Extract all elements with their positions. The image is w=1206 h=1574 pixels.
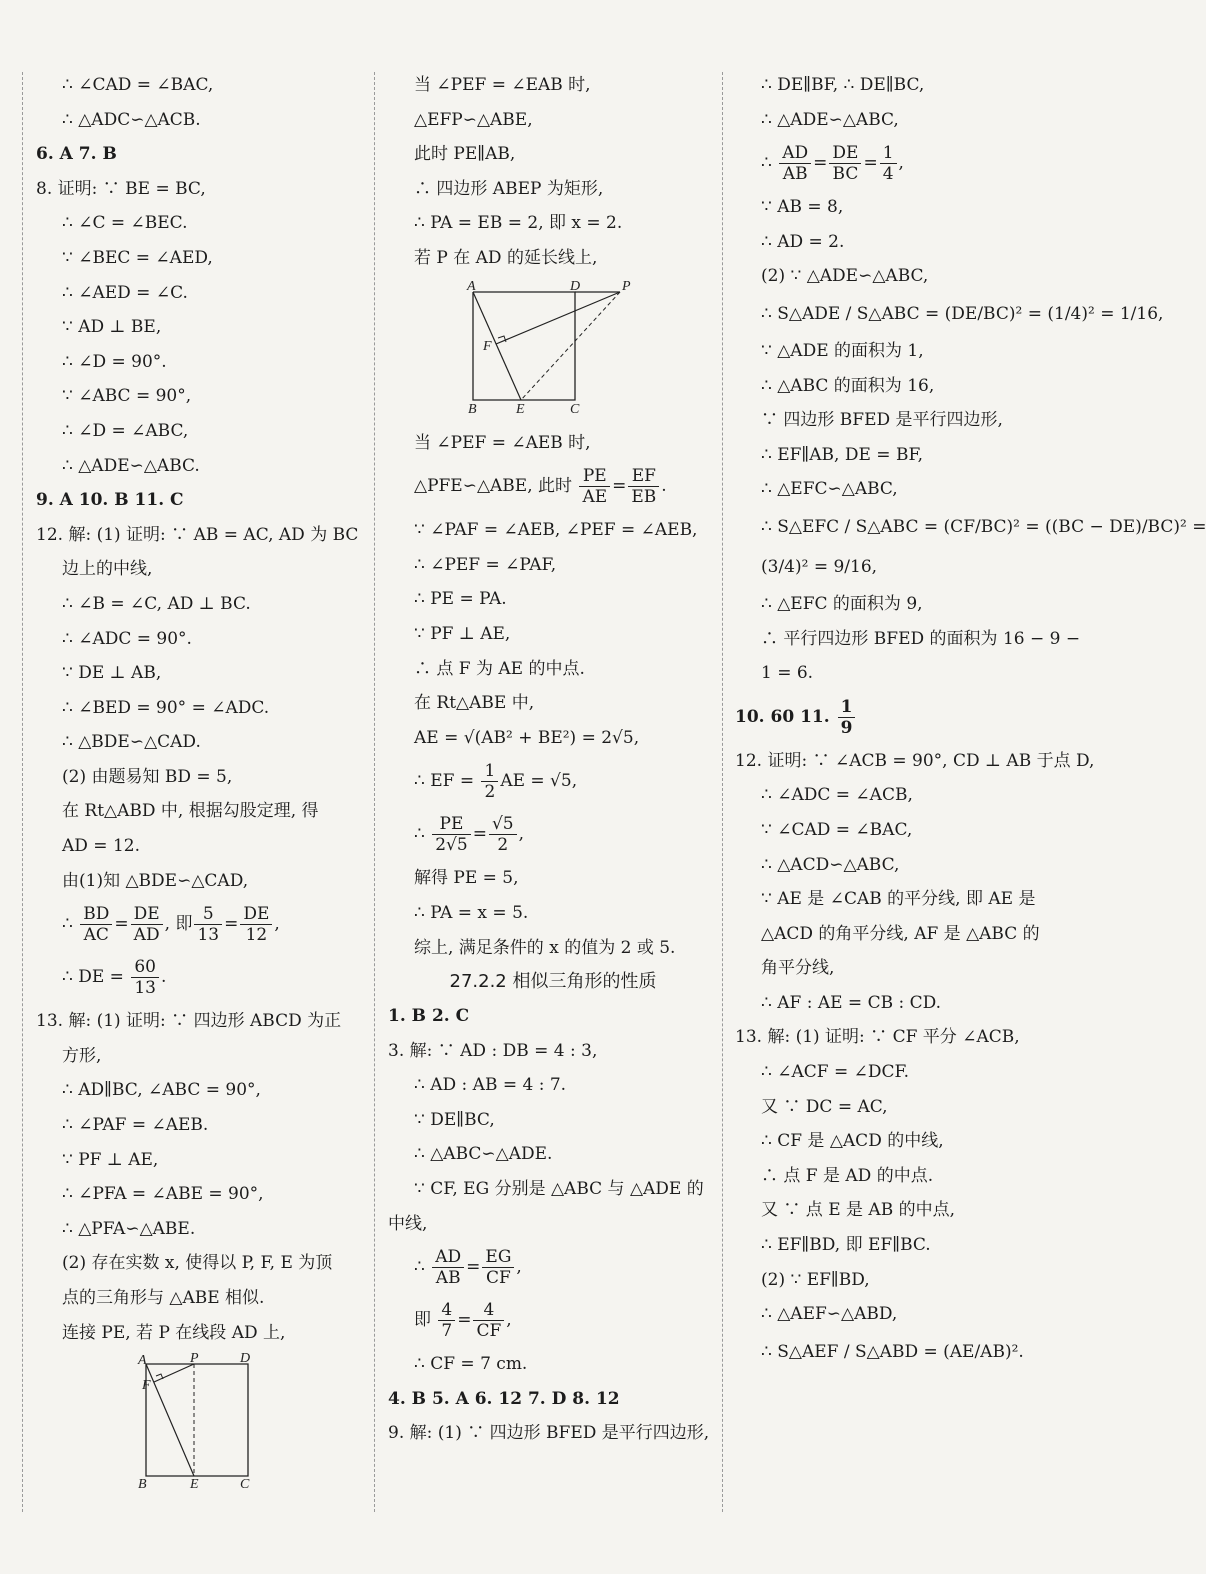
text-line: ∵ PF ⊥ AE, [414,623,511,644]
text-line: 1 = 6. [761,663,814,684]
text-line: ∵ △ADE 的面积为 1, [761,340,924,361]
column-divider-3 [722,72,723,1512]
text-line: ∵ DE∥BC, [414,1109,495,1130]
text-line: ∵ AE 是 ∠CAB 的平分线, 即 AE 是 [761,889,1036,910]
fraction-line: ∴ $\frac{PE}{2√5}$ = $\frac{√5}{2}$ , [414,814,525,856]
text-line: 边上的中线, [62,559,153,580]
text-line: ∴ △ACD∽△ABC, [761,854,900,875]
text-line: 点的三角形与 △ABE 相似. [62,1288,265,1308]
column-3 [735,68,1206,1372]
text-line: ∴ △ABC∽△ADE. [414,1144,553,1165]
fraction-line: ∴ DE = $\frac{60}{13}$ . [62,957,167,999]
text-line: ∴ △ADE∽△ABC, [761,109,899,130]
answer-line: 1. B 2. C [388,1006,470,1027]
text-line: 方形, [62,1045,102,1066]
answer-line: 10. 60 11. $\frac{1}{9}$ [735,691,1070,744]
label-f: F [483,338,492,354]
text-line: 综上, 满足条件的 x 的值为 2 或 5. [414,937,676,958]
text-line: 中线, [388,1213,428,1234]
area-ratio-line: (3/4)² = 9/16, [761,556,878,577]
label-a: A [138,1353,147,1369]
text-line: ∴ PA = EB = 2, 即 x = 2. [414,213,623,234]
text-line: ∴ 四边形 ABEP 为矩形, [414,178,604,199]
text-line: 解得 PE = 5, [414,868,519,889]
fraction-line: ∴ EF = $\frac{1}{2}$ AE = √5, [414,761,578,803]
text-line: ∴ ∠BED = 90° = ∠ADC. [62,697,270,718]
label-b: B [138,1477,147,1493]
column-1 [36,68,366,1500]
label-e: E [516,401,525,417]
text-line: ∴ PA = x = 5. [414,902,529,923]
text-line: (2) ∵ △ADE∽△ABC, [761,266,929,287]
text-line: ∴ △ADC∽△ACB. [62,109,201,130]
text-line: ∵ PF ⊥ AE, [62,1149,159,1170]
fraction-line: 即 $\frac{4}{7}$ = $\frac{4}{CF}$ , [414,1300,512,1342]
text-line: ∴ ∠PEF = ∠PAF, [414,554,557,575]
square-figure-p-on-ad [116,1351,416,1493]
text-line: ∵ ∠BEC = ∠AED, [62,247,213,268]
label-e: E [190,1477,199,1493]
text-line: (2) ∵ EF∥BD, [761,1269,870,1290]
text-line: △EFP∽△ABE, [414,109,533,130]
problem-9-heading: 9. 解: (1) ∵ 四边形 BFED 是平行四边形, [388,1423,710,1444]
text-line: ∴ ∠PAF = ∠AEB. [62,1115,209,1136]
text-line: ∵ 四边形 BFED 是平行四边形, [761,410,1003,431]
text-line: ∴ EF∥BD, 即 EF∥BC. [761,1235,931,1256]
text-line: ∵ ∠PAF = ∠AEB, ∠PEF = ∠AEB, [414,520,698,541]
text-line: ∵ ∠CAD = ∠BAC, [761,819,913,840]
label-p: P [622,278,631,294]
text-line: 角平分线, [761,958,835,979]
text-line: 当 ∠PEF = ∠EAB 时, [414,75,591,95]
text-line: ∴ ∠C = ∠BEC. [62,213,188,234]
answer-line: 6. A 7. B [36,144,117,165]
text-line: ∴ ∠AED = ∠C. [62,282,188,303]
text-line: (2) 由题易知 BD = 5, [62,766,233,787]
text-line: ∵ AD ⊥ BE, [62,317,162,338]
label-a: A [467,278,476,294]
problem-12-heading: 12. 证明: ∵ ∠ACB = 90°, CD ⊥ AB 于点 D, [735,750,1095,771]
text-line: ∴ △EFC 的面积为 9, [761,593,923,614]
answer-line: 4. B 5. A 6. 12 7. D 8. 12 [388,1388,620,1409]
area-ratio-line: ∴ S△ADE / S△ABC = (DE/BC)² = (1/4)² = 1/16, [761,303,1164,324]
fraction-line: ∴ $\frac{AD}{AB}$ = $\frac{DE}{BC}$ = $\frac{1}{4}$ , [761,143,904,185]
text-line: (2) 存在实数 x, 使得以 P, F, E 为顶 [62,1253,333,1274]
text-line: 又 ∵ 点 E 是 AB 的中点, [761,1200,956,1221]
problem-13-heading: 13. 解: (1) 证明: ∵ CF 平分 ∠ACB, [735,1027,1020,1048]
problem-8-heading: 8. 证明: ∵ BE = BC, [36,178,206,199]
column-2 [388,68,718,1451]
text-line: ∴ △BDE∽△CAD. [62,732,201,753]
text-line: ∴ ∠D = 90°. [62,351,167,372]
text-line: ∵ DE ⊥ AB, [62,663,162,684]
label-p: P [190,1351,199,1367]
text-line: ∴ △ABC 的面积为 16, [761,375,935,396]
text-line: ∴ 平行四边形 BFED 的面积为 16 − 9 − [761,628,1081,649]
problem-12-heading: 12. 解: (1) 证明: ∵ AB = AC, AD 为 BC [36,524,359,545]
text-line: AE = √(AB² + BE²) = 2√5, [414,727,640,748]
text-line: ∵ ∠ABC = 90°, [62,386,192,407]
text-line: ∵ AB = 8, [761,197,844,218]
column-divider-2 [374,72,375,1512]
text-line: ∴ ∠B = ∠C, AD ⊥ BC. [62,593,251,614]
text-line: ∴ AD = 2. [761,231,845,252]
text-line: ∴ ∠D = ∠ABC, [62,420,189,441]
text-line: 当 ∠PEF = ∠AEB 时, [414,432,591,453]
answer-line: 9. A 10. B 11. C [36,490,184,511]
label-d: D [240,1351,251,1367]
text-line: ∴ ∠PFA = ∠ABE = 90°, [62,1184,264,1205]
text-line: ∴ △EFC∽△ABC, [761,479,898,500]
text-line: 由(1)知 △BDE∽△CAD, [62,870,249,891]
text-line: ∴ AF : AE = CB : CD. [761,992,942,1013]
problem-3-heading: 3. 解: ∵ AD : DB = 4 : 3, [388,1040,598,1061]
label-d: D [570,278,581,294]
text-line: ∴ △AEF∽△ABD, [761,1304,898,1325]
text-line: ∴ DE∥BF, ∴ DE∥BC, [761,75,925,95]
text-line: 连接 PE, 若 P 在线段 AD 上, [62,1322,286,1343]
label-c: C [570,401,580,417]
text-line: ∴ CF = 7 cm. [414,1354,528,1375]
text-line: ∴ ∠ACF = ∠DCF. [761,1062,910,1083]
fraction-line: △PFE∽△ABE, 此时 $\frac{PE}{AE}$ = $\frac{EF}{EB}$ . [414,466,667,508]
text-line: ∵ CF, EG 分别是 △ABC 与 △ADE 的 [414,1179,704,1200]
area-ratio-line: ∴ S△EFC / S△ABC = (CF/BC)² = ((BC − DE)/BC)² = [761,516,1206,537]
text-line: 若 P 在 AD 的延长线上, [414,247,598,268]
text-line: △ACD 的角平分线, AF 是 △ABC 的 [761,923,1040,944]
section-title: 27.2.2 相似三角形的性质 [449,971,657,993]
label-b: B [468,401,477,417]
text-line: ∴ △PFA∽△ABE. [62,1218,196,1239]
label-c: C [240,1477,250,1493]
text-line: ∴ EF∥AB, DE = BF, [761,444,923,465]
text-line: ∴ ∠CAD = ∠BAC, [62,75,214,95]
text-line: ∴ ∠ADC = 90°. [62,628,192,649]
square-figure-p-on-extension [388,280,688,415]
text-line: 在 Rt△ABD 中, 根据勾股定理, 得 [62,801,319,822]
text-line: ∴ ∠ADC = ∠ACB, [761,785,913,806]
text-line: ∴ △ADE∽△ABC. [62,455,200,476]
text-line: 在 Rt△ABE 中, [414,693,535,714]
text-line: 又 ∵ DC = AC, [761,1096,888,1117]
text-line: ∴ 点 F 为 AE 的中点. [414,658,585,679]
text-line: ∴ CF 是 △ACD 的中线, [761,1131,944,1152]
text-line: ∴ AD∥BC, ∠ABC = 90°, [62,1080,261,1101]
fraction-line: ∴ $\frac{AD}{AB}$ = $\frac{EG}{CF}$ , [414,1247,522,1289]
text-line: ∴ PE = PA. [414,589,507,610]
column-divider-1 [22,72,23,1512]
text-line: AD = 12. [62,836,140,857]
fraction-line: ∴ $\frac{BD}{AC}$ = $\frac{DE}{AD}$ , 即 $\frac{5}{13}$ = $\frac{DE}{12}$ , [62,904,280,946]
text-line: ∴ AD : AB = 4 : 7. [414,1075,567,1096]
label-f: F [142,1378,151,1394]
area-ratio-line: ∴ S△AEF / S△ABD = (AE/AB)². [761,1341,1024,1362]
problem-13-heading: 13. 解: (1) 证明: ∵ 四边形 ABCD 为正 [36,1011,342,1032]
text-line: 此时 PE∥AB, [414,144,516,165]
text-line: ∴ 点 F 是 AD 的中点. [761,1165,934,1186]
